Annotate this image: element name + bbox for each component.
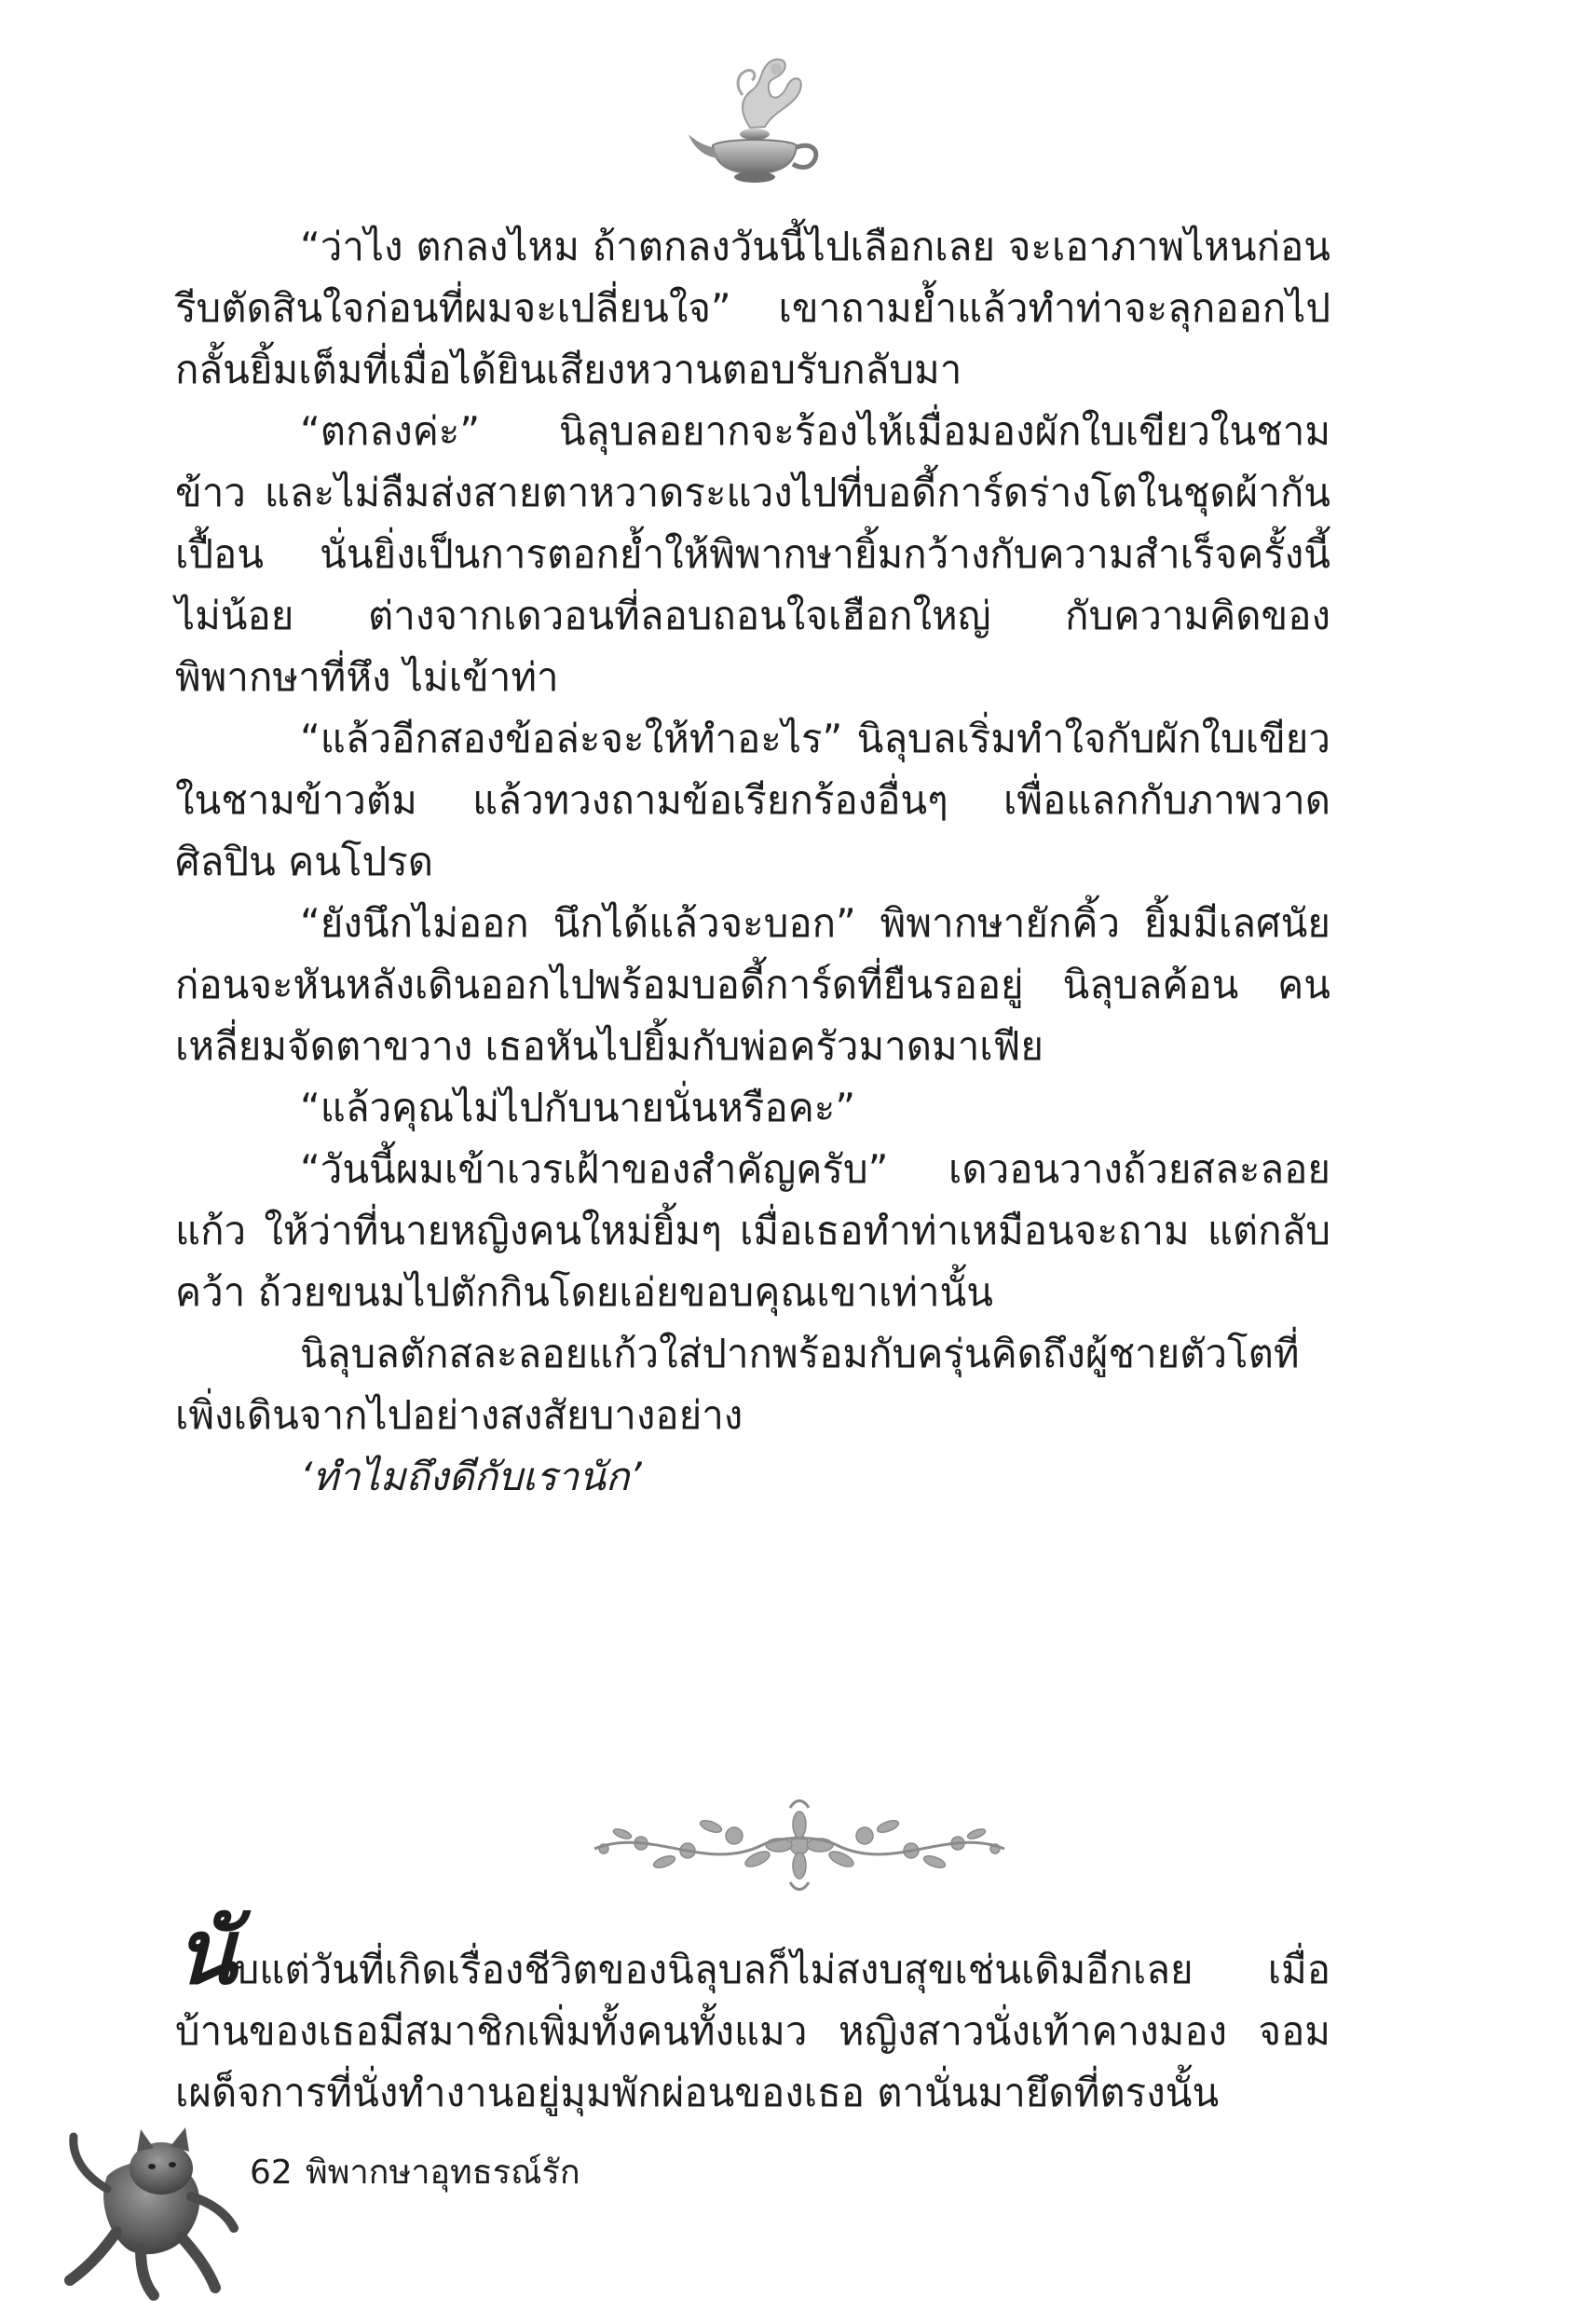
paragraph-3: “แล้วอีกสองข้อล่ะจะให้ทำอะไร” นิลุบลเริ่มทำใจกับผักใบเขียว ในชามข้าวต้ม แล้วทวงถามข้อเรียกร้องอื่นๆ เพื่อแลกกับภาพวาดศิลปิน คนโปรด — [175, 716, 1330, 884]
floral-divider-icon — [576, 1789, 1023, 1901]
paragraph-2: “ตกลงค่ะ” นิลุบลอยากจะร้องไห้เมื่อมองผักใบเขียวในชามข้าว และไม่ลืมส่งสายตาหวาดระแวงไปที่บอดี้การ์ดร่างโตในชุดผ้ากันเปื้อน นั่นยิ่งเป็นการตอกย้ำให้พิพากษายิ้มกว้างกับความสำเร็จครั้งนี้ไม่น้อย ต่างจากเดวอนที่ลอบถอนใจเฮือกใหญ่ กับความคิดของพิพากษาที่หึง ไม่เข้าท่า — [175, 408, 1330, 700]
paragraph-section-2 — [175, 1899, 1330, 2124]
cat-icon — [51, 2111, 247, 2306]
paragraph-8-thought: ‘ทำไมถึงดีกับเรานัก’ — [300, 1454, 642, 1499]
book-title: พิพากษาอุทธรณ์รัก — [306, 2154, 580, 2192]
body-text-section-1 — [175, 216, 1330, 1508]
page-number: 62 — [250, 2154, 293, 2192]
paragraph-6: “วันนี้ผมเข้าเวรเฝ้าของสำคัญครับ” เดวอนวางถ้วยสละลอยแก้ว ให้ว่าที่นายหญิงคนใหม่ยิ้มๆ เมื่อเธอทำท่าเหมือนจะถาม แต่กลับคว้า ถ้วยขนมไปตักกินโดยเอ่ยขอบคุณเขาเท่านั้น — [175, 1146, 1330, 1315]
page-footer — [0, 2111, 1596, 2311]
drop-cap: นั — [175, 1899, 235, 2004]
paragraph-1: “ว่าไง ตกลงไหม ถ้าตกลงวันนี้ไปเลือกเลย จะเอาภาพไหนก่อน รีบตัดสินใจก่อนที่ผมจะเปลี่ยนใจ” เขาถามย้ำแล้วทำท่าจะลุกออกไป กลั้นยิ้มเต็มที่เมื่อได้ยินเสียงหวานตอบรับกลับมา — [175, 224, 1330, 392]
paragraph-5: “แล้วคุณไม่ไปกับนายนั่นหรือคะ” — [300, 1085, 856, 1130]
section-2-text: บแต่วันที่เกิดเรื่องชีวิตของนิลุบลก็ไม่สงบสุขเช่นเดิมอีกเลย เมื่อบ้านของเธอมีสมาชิกเพิ่มทั้งคนทั้งแมว หญิงสาวนั่งเท้าคางมอง จอมเผด็จการที่นั่งทำงานอยู่มุมพักผ่อนของเธอ ตานั่นมายึดที่ตรงนั้น — [175, 1947, 1330, 2115]
body-text-section-2 — [175, 1899, 1330, 2124]
genie-lamp-icon — [685, 48, 825, 188]
paragraph-4: “ยังนึกไม่ออก นึกได้แล้วจะบอก” พิพากษายักคิ้ว ยิ้มมีเลศนัย ก่อนจะหันหลังเดินออกไปพร้อมบอดี้การ์ดที่ยืนรออยู่ นิลุบลค้อน คนเหลี่ยมจัดตาขวาง เธอหันไปยิ้มกับพ่อครัวมาดมาเฟีย — [175, 900, 1330, 1069]
paragraph-7: นิลุบลตักสละลอยแก้วใส่ปากพร้อมกับครุ่นคิดถึงผู้ชายตัวโตที่ เพิ่งเดินจากไปอย่างสงสัยบางอย่าง — [175, 1331, 1300, 1438]
